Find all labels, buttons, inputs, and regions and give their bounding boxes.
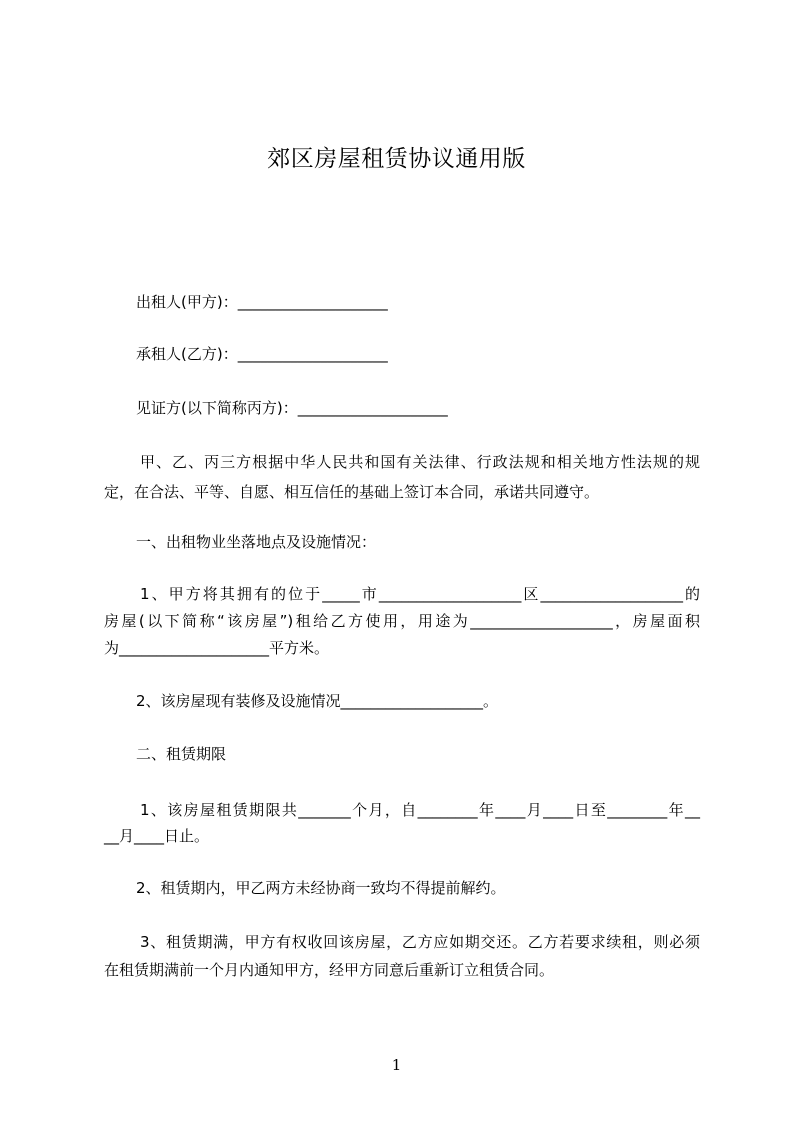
section-2-clause-1-line-1: 1、该房屋租赁期限共_______个月，自________年____月____日至________年__ [140, 801, 700, 819]
section-2-heading: 二、租赁期限 [136, 745, 227, 763]
lessee-line: 承租人(乙方)：____________________ [136, 345, 388, 363]
section-2-clause-3-line-1: 3、租赁期满，甲方有权收回该房屋，乙方应如期交还。乙方若要求续租，则必须 [140, 933, 700, 951]
section-1-clause-1-line-1: 1、甲方将其拥有的位于_____市___________________区___________________的 [140, 585, 700, 603]
preamble-line-1: 甲、乙、丙三方根据中华人民共和国有关法律、行政法规和相关地方性法规的规 [140, 453, 700, 471]
lessor-line: 出租人(甲方)：____________________ [136, 293, 388, 311]
section-2-clause-1-line-2: __月____日止。 [104, 827, 210, 845]
section-1-clause-2: 2、该房屋现有装修及设施情况___________________。 [136, 692, 499, 710]
section-1-clause-1-line-2: 房屋(以下简称“该房屋”)租给乙方使用，用途为___________________，房屋面积 [104, 612, 700, 630]
witness-line: 见证方(以下简称丙方)：____________________ [136, 399, 448, 417]
preamble-line-2: 定，在合法、平等、自愿、相互信任的基础上签订本合同，承诺共同遵守。 [104, 483, 600, 501]
section-1-heading: 一、出租物业坐落地点及设施情况： [136, 533, 377, 551]
section-2-clause-3-line-2: 在租赁期满前一个月内通知甲方，经甲方同意后重新订立租赁合同。 [104, 961, 555, 979]
page-number: 1 [391, 1056, 402, 1074]
document-title: 郊区房屋租赁协议通用版 [267, 146, 526, 172]
section-1-clause-1-line-3: 为____________________平方米。 [104, 639, 330, 657]
section-2-clause-2: 2、租赁期内，甲乙两方未经协商一致均不得提前解约。 [136, 879, 506, 897]
